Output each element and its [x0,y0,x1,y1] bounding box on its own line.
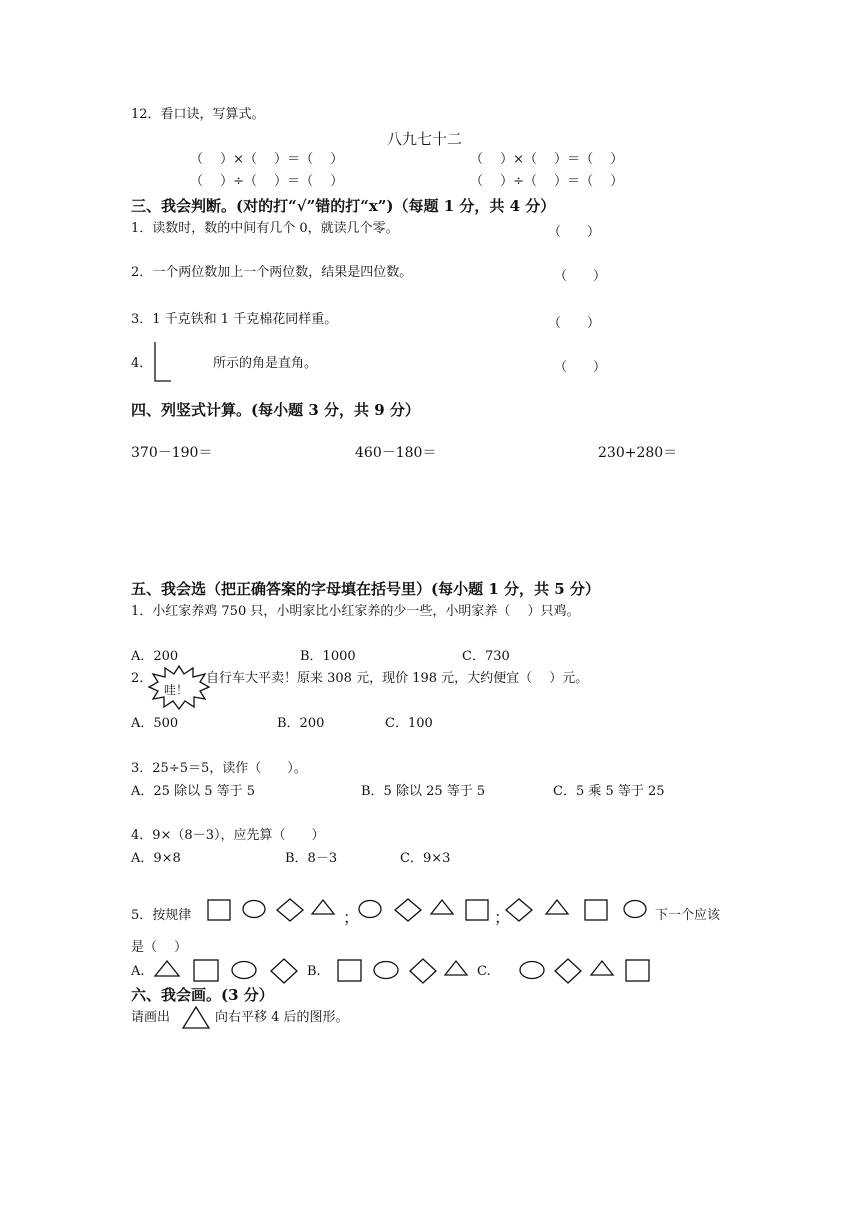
q12-title: 12．看口诀，写算式。 [131,107,265,122]
s5-q5-option-b[interactable]: B. [307,964,321,979]
s5-q3-text: 3．25÷5＝5，读作（ ）。 [131,761,307,776]
s5-q2-option-c[interactable]: C．100 [385,716,433,731]
s5-q3-option-c[interactable]: C．5 乘 5 等于 25 [553,784,665,799]
s5-q3-option-b[interactable]: B．5 除以 25 等于 5 [361,784,486,799]
s5-q1-option-c[interactable]: C．730 [462,649,510,664]
diamond-icon [555,959,581,983]
option-a-shapes [152,956,302,986]
s5-q5-prefix: 5．按规律 [131,908,192,923]
calc-problem-1: 370－190＝ [131,445,213,461]
pattern-sequence [205,896,650,926]
s5-q2-option-a[interactable]: A．500 [131,716,179,731]
triangle-icon [180,1004,212,1032]
s3-item3-text: 3．1 千克铁和 1 千克棉花同样重。 [131,312,338,327]
q12-row1-right: （ ）×（ ）＝（ ） [470,152,624,167]
diamond-icon [395,899,421,921]
right-angle-icon [150,340,174,384]
calc-problem-3: 230+280＝ [598,445,678,461]
square-icon [466,900,488,920]
option-b-shapes [334,956,474,986]
square-icon [194,960,218,981]
q12-row1-left: （ ）×（ ）＝（ ） [190,152,344,167]
square-icon [626,960,649,981]
diamond-icon [277,899,303,921]
diamond-icon [271,959,297,983]
burst-text: 哇！ [164,683,189,697]
s6-text-before: 请画出 [131,1010,171,1025]
s5-q4-text: 4．9×（8－3），应先算（ ） [131,828,325,843]
circle-icon [359,901,381,918]
s5-q5-sep-2: ； [494,908,511,927]
q12-row2-right: （ ）÷（ ）＝（ ） [470,174,624,189]
s5-q2-num: 2． [131,671,153,686]
s5-q2-text: 自行车大平卖！原来 308 元，现价 198 元，大约便宜（ ）元。 [206,671,589,686]
triangle-icon [591,961,613,975]
s5-q5-option-a[interactable]: A. [131,964,145,979]
s5-q4-option-c[interactable]: C．9×3 [400,851,451,866]
section5-heading: 五、我会选（把正确答案的字母填在括号里）(每小题 1 分，共 5 分） [131,580,600,598]
square-icon [208,900,230,920]
s5-q4-option-a[interactable]: A．9×8 [131,851,181,866]
triangle-icon [445,961,467,975]
s3-item4-text: 所示的角是直角。 [213,356,318,371]
section6-heading: 六、我会画。(3 分） [131,986,274,1004]
s3-item1-text: 1．读数时，数的中间有几个 0，就读几个零。 [131,221,399,236]
triangle-icon [431,900,453,914]
option-c-shapes [516,956,656,986]
s5-q1-option-b[interactable]: B．1000 [300,649,356,664]
s6-text-after: 向右平移 4 后的图形。 [215,1010,349,1025]
q12-row2-left: （ ）÷（ ）＝（ ） [190,174,344,189]
s3-item2-answer[interactable]: （ ） [554,269,607,284]
q12-mnemonic: 八九七十二 [387,130,463,148]
s3-item2-text: 2．一个两位数加上一个两位数，结果是四位数。 [131,265,413,280]
s3-item3-answer[interactable]: （ ） [548,316,601,331]
circle-icon [520,962,544,979]
square-icon [585,900,607,920]
s3-item4-answer[interactable]: （ ） [554,360,607,375]
calc-problem-2: 460－180＝ [355,445,437,461]
s5-q3-option-a[interactable]: A．25 除以 5 等于 5 [131,784,256,799]
s5-q5-line2: 是（ ） [131,940,188,955]
circle-icon [624,901,646,918]
circle-icon [243,901,265,918]
diamond-icon [410,959,436,983]
triangle-icon [155,961,179,976]
s5-q5-option-c[interactable]: C. [477,964,491,979]
s5-q2-option-b[interactable]: B．200 [277,716,325,731]
circle-icon [374,962,398,979]
circle-icon [232,962,256,979]
square-icon [338,960,361,981]
section3-heading: 三、我会判断。(对的打“√”错的打“x”)（每题 1 分，共 4 分） [131,197,556,215]
s3-item1-answer[interactable]: （ ） [548,225,601,240]
s5-q5-sep-1: ； [343,908,360,927]
triangle-icon [312,900,334,914]
s3-item4-num: 4． [131,356,153,371]
triangle-icon [546,900,568,914]
s5-q5-suffix: 下一个应该 [655,908,721,923]
section4-heading: 四、列竖式计算。(每小题 3 分，共 9 分） [131,401,420,419]
s5-q4-option-b[interactable]: B．8－3 [285,851,338,866]
s5-q1-text: 1．小红家养鸡 750 只，小明家比小红家养的少一些，小明家养（ ）只鸡。 [131,604,580,619]
s5-q1-option-a[interactable]: A．200 [131,649,179,664]
